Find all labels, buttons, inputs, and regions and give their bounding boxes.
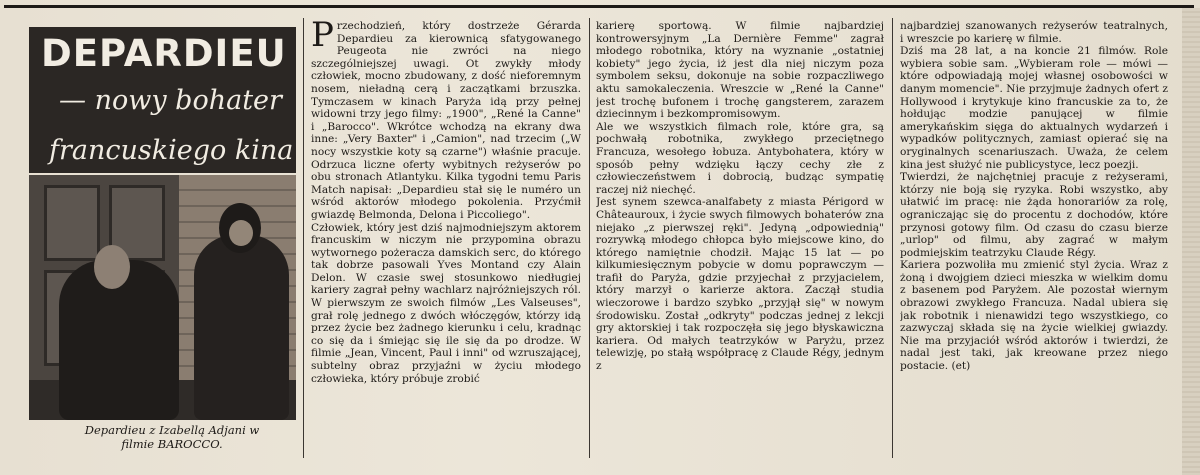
article-column-2: karierę sportową. W filmie najbardziej kontrowersyjnym „La Dernière Femme" zagrał młodego robotnika, który na wyznanie „ostatniej kobiety" jego życia, iż jest dla niej niczym poza symbolem seksu, dokonuje na sobie rozpaczliwego aktu samokaleczenia. Wreszcie w „René la Canne" jest trochę bufonem i trochę gangsterem, zarazem dziecinnym i bezkompromisowym. Ale we wszystkich filmach role, które gra, są pochwałą robotnika, zwykłego przeciętnego Francuza, wesołego łobuza. Antybohatera, który w sposób pełny wdzięku łączy cechy złe z człowieczeństwem i dobrocią, budząc sympatię raczej niż niechęć. Jest synem szewca-analfabety z miasta Périgord w Châteauroux, i życie swych filmowych bohaterów zna niejako „z pierwszej ręki". Jedyną „odpowiednią" rozrywką młodego chłopca było miejscowe kino, do którego namiętnie chodził. Mając 15 lat — po kilkumiesięcznym pobycie w domu poprawczym — trafił do Paryża, gdzie przyjechał z przyjacielem, który marzył o karierze aktora. Zaczął studia wieczorowe i bardzo szybko „przyjął się" w nowym środowisku. Został „odkryty" podczas jednej z lekcji gry aktorskiej i tak rozpoczęła się jego błyskawiczna kariera. Od małych teatrzyków w Paryżu, przez telewizję, po stałą współpracę z Claude Régy, jednym z [596,20,884,373]
column-divider [892,18,893,458]
column-divider [303,18,304,458]
article-column-3: najbardziej szanowanych reżyserów teatralnych, i wreszcie po karierę w filmie. Dziś ma 28 lat, a na koncie 21 filmów. Role wybiera sobie sam. „Wybieram role — mówi — które odpowiadają mojej własnej osobowości w danym momencie". Nie przyjmuje żadnych ofert z Hollywood i krytykuje kino francuskie za to, że hołdując modzie panującej w filmie amerykańskim sięga do aktualnych wydarzeń i wypadków politycznych, zamiast opierać się na oryginalnych scenariuszach. Uważa, że celem kina jest służyć nie publicystyce, lecz poezji. Twierdzi, że najchętniej pracuje z reżyserami, którzy nie boją się ryzyka. Robi wszystko, aby ułatwić im pracę: nie żąda honorariów za rolę, ograniczając się do procentu z dochodów, które przynosi gotowy film. Od czasu do czasu bierze „urlop" od filmu, aby zagrać w małym podmiejskim teatrzyku Claude Régy. Kariera pozwoliła mu zmienić styl życia. Wraz z żoną i dwojgiem dzieci mieszka w wielkim domu z basenem pod Paryżem. Ale pozostał wiernym obrazowi zwykłego Francuza. Nadal ubiera się jak robotnik i nienawidzi tego wszystkiego, co zazwyczaj składa się na życie wielkiej gwiazdy. Nie ma przyjaciół wśród aktorów i twierdzi, że nadal jest taki, jak kreowane przez niego postacie. (et) [900,20,1168,373]
headline-subtitle-line2: francuskiego kina [49,135,294,166]
top-rule [4,5,1194,8]
column-divider [589,18,590,458]
page-edge [1182,8,1200,475]
headline-title: DEPARDIEU [41,32,287,75]
drop-cap: P [311,20,334,55]
photo-figure-woman [194,235,289,420]
article-column-1 [311,20,581,452]
photo-caption: Depardieu z Izabellą Adjani w filmie BAROCCO. [84,423,260,451]
headline-box [29,27,296,173]
film-still-photo [29,175,296,420]
article-text-col1: rzechodzień, który dostrzeże Gérarda Depardieu za kierownicą sfatygowanego Peugeota nie zwróci na niego szczególniejszej uwagi. Ot zwykły młody człowiek, mocno zbudowany, z dość nieforemnym nosem, nieładną cerą i zaczątkami brzuszka. Tymczasem w kinach Paryża idą przy pełnej widowni trzy jego filmy: „1900", „René la Canne" i „Barocco". Wkrótce wchodzą na ekrany dwa inne: „Very Baxter" i „Camion", nad trzecim („W nocy wszystkie koty są czarne") właśnie pracuje. Odrzuca liczne oferty wybitnych reżyserów po obu stronach Atlantyku. Kilka tygodni temu Paris Match napisał: „Depardieu stał się le numéro un wśród aktorów młodego pokolenia. Przyćmił gwiazdę Belmonda, Delona i Piccoliego". Człowiek, który jest dziś najmodniejszym aktorem francuskim w niczym nie przypomina obrazu wytwornego pożeracza damskich serc, do którego tak dobrze pasowali Yves Montand czy Alain Delon. W czasie swej stosunkowo niedługiej kariery zagrał pełny wachlarz najróżniejszych ról. W pierwszym ze swoich filmów „Les Valseuses", grał rolę jednego z dwóch włóczęgów, którzy idą przez życie bez żadnego kierunku i celu, kradnąc co się da i śmiejąc się ile się da po drodze. W filmie „Jean, Vincent, Paul i inni" od wzruszającej, subtelny obraz przyjaźni w życiu młodego człowieka, który próbuje zrobić [311,20,581,385]
headline-subtitle-line1: — nowy bohater [59,85,282,116]
